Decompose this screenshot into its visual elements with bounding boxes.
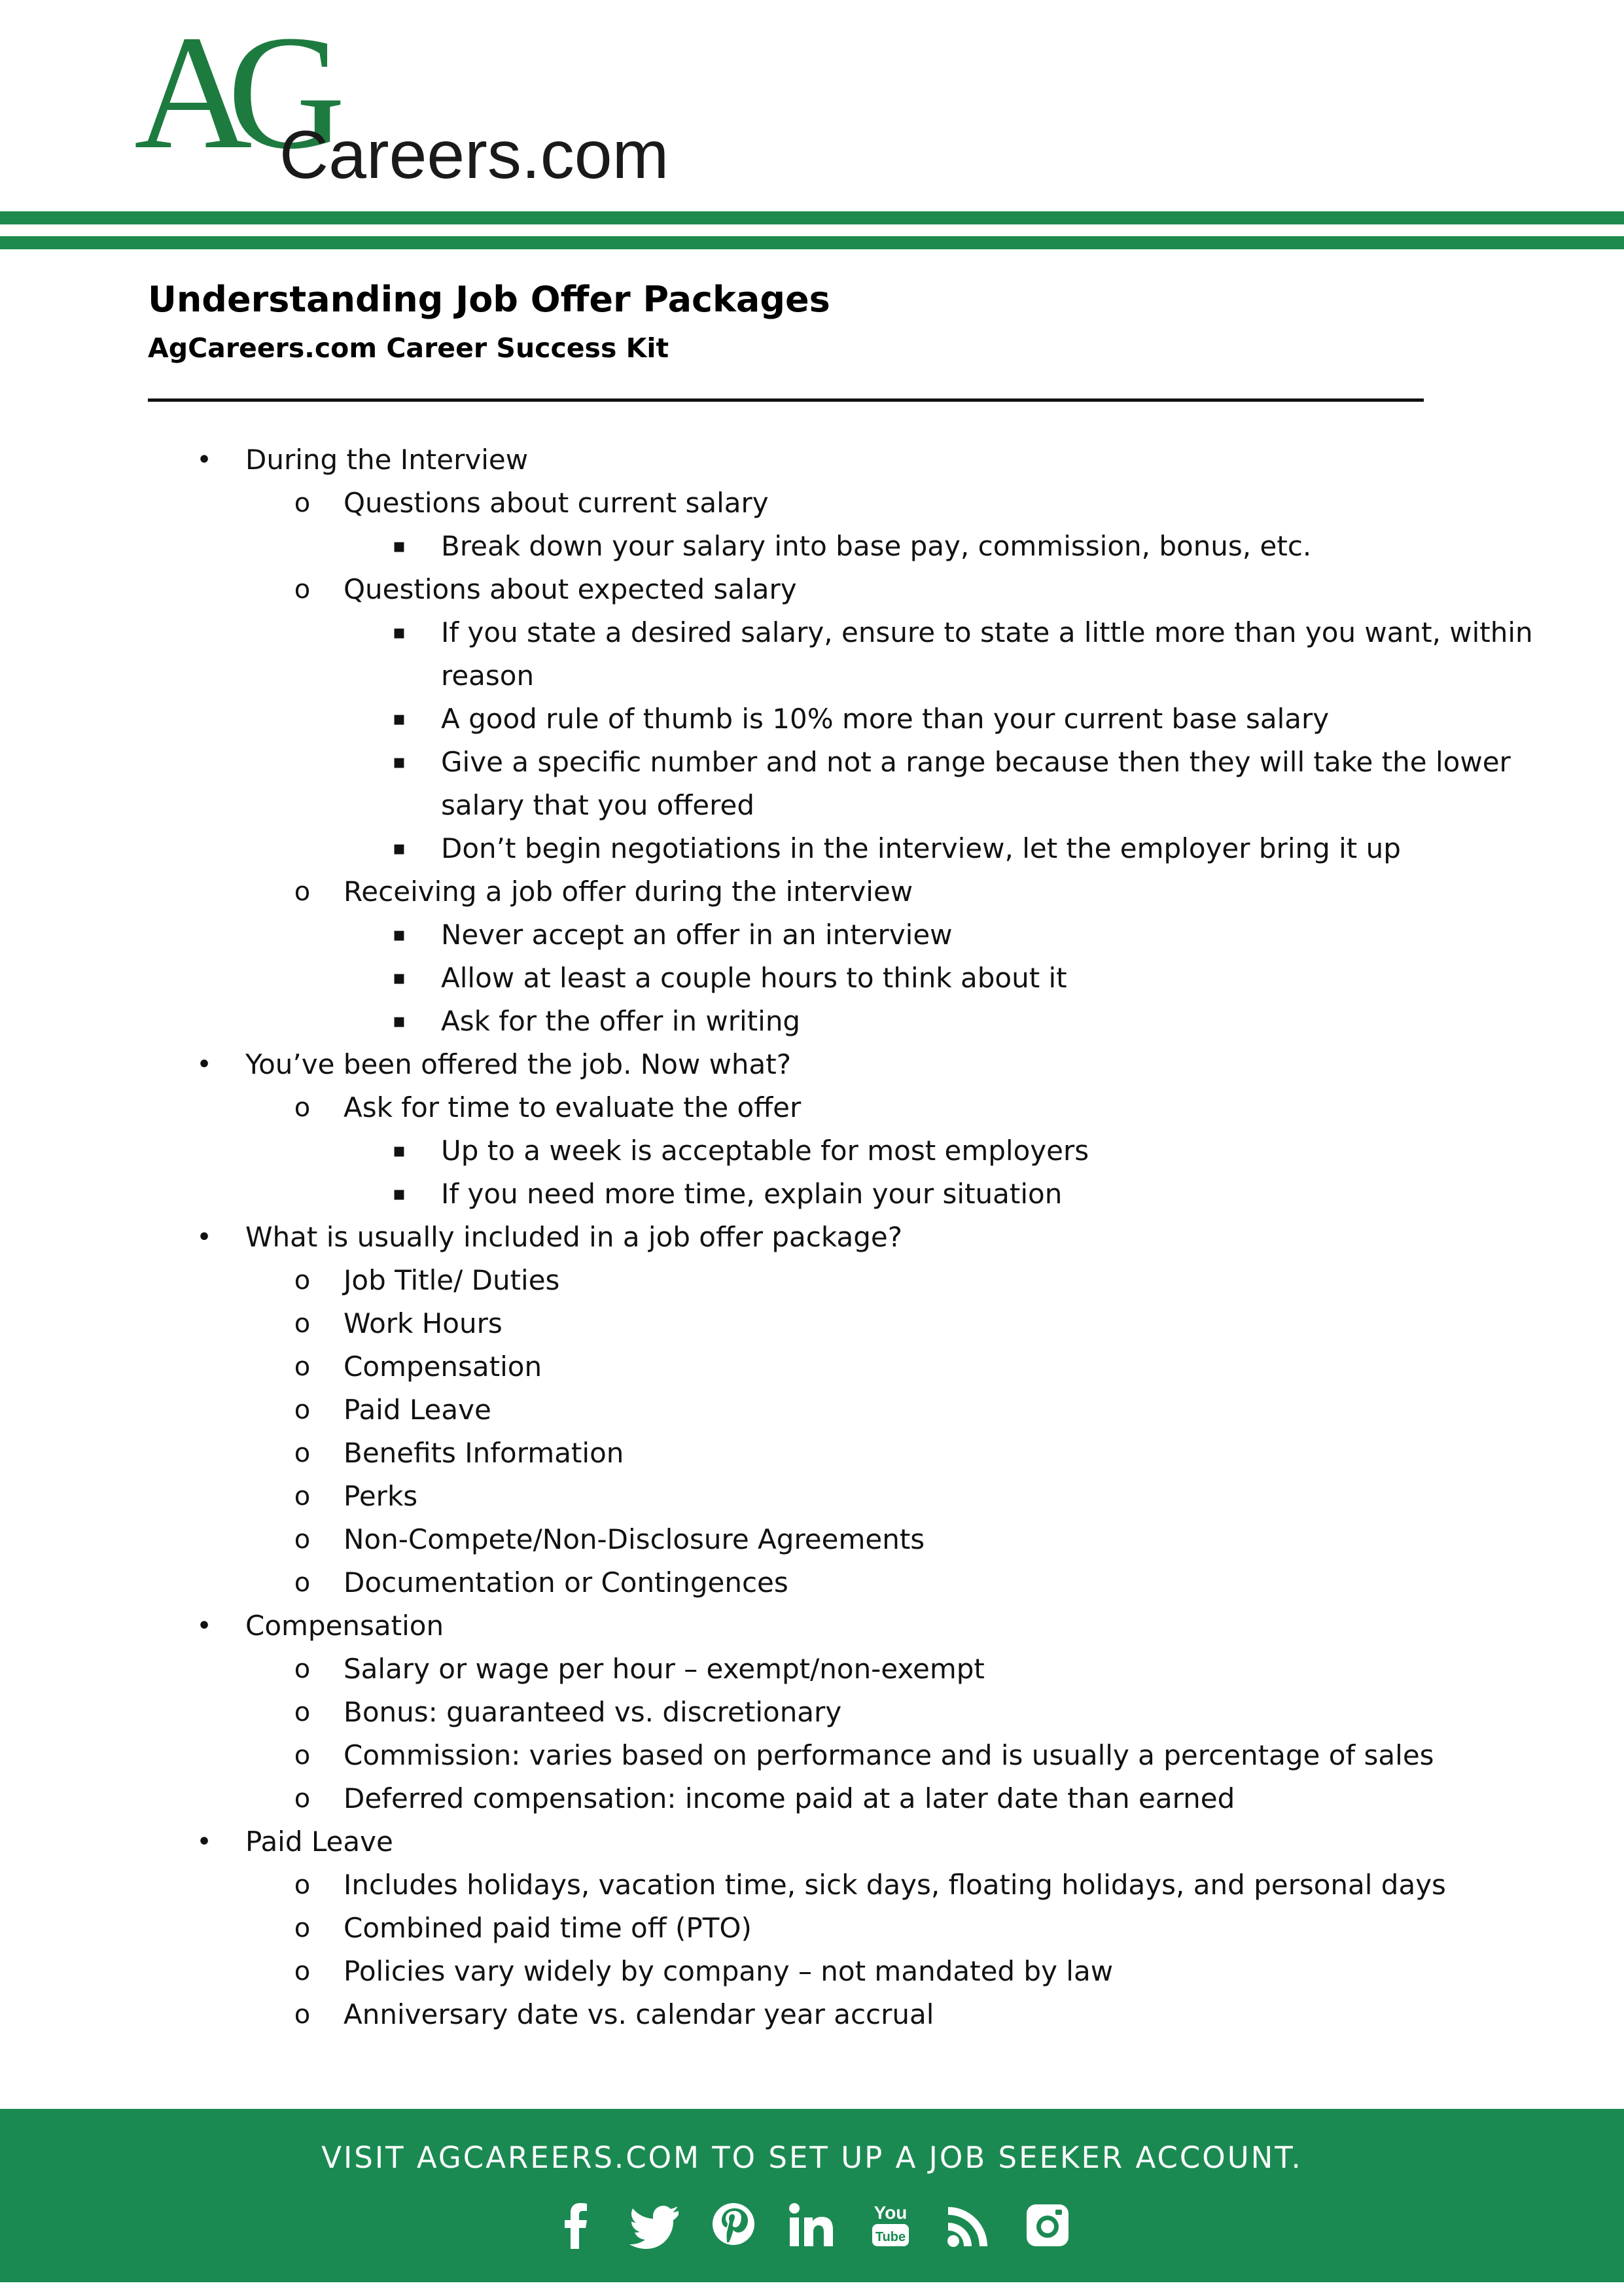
bullet-marker: o [294,1438,311,1468]
outline-item-text: Anniversary date vs. calendar year accrual [344,1998,934,2030]
outline-item-text: Receiving a job offer during the interview [344,875,913,908]
bullet-marker: ▪ [392,535,406,557]
bullet-marker: • [196,445,212,475]
outline-item-level2 [0,1863,1624,1907]
bullet-marker: • [196,1222,212,1252]
bullet-marker: o [294,1093,311,1123]
logo-careers-text: Careers.com [279,117,669,193]
bullet-marker: o [294,1697,311,1727]
outline-item-text: Work Hours [344,1307,503,1339]
outline-item-text: Job Title/ Duties [344,1264,560,1296]
social-links [0,2199,1624,2252]
outline-item-text: Benefits Information [344,1437,624,1469]
bullet-marker: ▪ [392,923,406,946]
outline-item-text: Questions about expected salary [344,573,797,605]
outline-item-text: Up to a week is acceptable for most employers [441,1135,1089,1167]
outline-item-level2 [0,1648,1624,1691]
outline-item-text: Ask for time to evaluate the offer [344,1091,802,1123]
bullet-marker: o [294,1870,311,1900]
outline-item-level3 [0,1173,1624,1216]
outline-item-text: What is usually included in a job offer package? [245,1221,902,1253]
bullet-marker: o [294,2000,311,2030]
outline-item-level2 [0,1432,1624,1475]
bullet-marker: o [294,1913,311,1943]
twitter-icon[interactable] [629,2199,681,2252]
rss-icon[interactable] [943,2199,995,2252]
outline-item-level3 [0,1129,1624,1173]
facebook-icon[interactable] [550,2199,603,2252]
outline-item-level1 [0,1604,1624,1648]
outline-item-text: Compensation [344,1351,542,1383]
outline-item-level2 [0,1388,1624,1432]
bullet-marker: ▪ [392,966,406,989]
bullet-marker: • [196,1050,212,1080]
footer-banner [0,2109,1624,2282]
title-divider [148,398,1424,402]
outline-item-text: You’ve been offered the job. Now what? [245,1048,792,1080]
outline-item-text: During the Interview [245,444,529,476]
outline-item-text: Policies vary widely by company – not mandated by law [344,1955,1114,1987]
youtube-you-text: You [874,2202,908,2223]
outline-item-text: If you state a desired salary, ensure to state a little more than you want, within [441,616,1533,648]
outline-item-level1 [0,438,1624,482]
job-offer-outline [0,438,1624,2036]
outline-item-text: salary that you offered [441,789,754,821]
outline-item-level3 [0,611,1624,654]
outline-item-level3 [0,827,1624,870]
outline-item-text: Salary or wage per hour – exempt/non-exempt [344,1653,985,1685]
outline-item-level1 [0,1043,1624,1086]
outline-item-level2 [0,1993,1624,2036]
outline-item-text: Don’t begin negotiations in the interview, let the employer bring it up [441,832,1401,864]
bullet-marker: o [294,488,311,518]
outline-item-level2 [0,1734,1624,1777]
bullet-marker: ▪ [392,1010,406,1033]
outline-item-level2 [0,1259,1624,1302]
outline-item-level3 [0,1000,1624,1043]
bullet-marker: o [294,1309,311,1339]
bullet-marker: o [294,574,311,605]
bullet-marker: ▪ [392,1139,406,1162]
outline-item-text: Non-Compete/Non-Disclosure Agreements [344,1523,925,1555]
pinterest-icon[interactable] [707,2199,760,2252]
bullet-marker: o [294,1956,311,1987]
page-subtitle: AgCareers.com Career Success Kit [148,332,669,364]
outline-item-level3 [0,957,1624,1000]
outline-item-level1 [0,1820,1624,1863]
outline-item-level3 [0,525,1624,568]
outline-item-text: Questions about current salary [344,487,769,519]
header-rule-bottom [0,236,1624,249]
outline-item-text: Includes holidays, vacation time, sick days, floating holidays, and personal days [344,1869,1446,1901]
instagram-icon[interactable] [1021,2199,1074,2252]
bullet-marker: o [294,1481,311,1511]
outline-item-text: reason [441,660,535,692]
bullet-marker: o [294,1654,311,1684]
outline-item-level2 [0,1777,1624,1820]
outline-item-level2 [0,1561,1624,1604]
youtube-tube-text: Tube [875,2230,906,2244]
outline-item-level2 [0,568,1624,611]
outline-item-level2 [0,870,1624,913]
outline-item-text: Allow at least a couple hours to think about it [441,962,1067,994]
outline-item-text: Compensation [245,1610,444,1642]
bullet-marker: ▪ [392,837,406,860]
bullet-marker: o [294,1740,311,1771]
bullet-marker: o [294,877,311,907]
outline-item-level2 [0,1518,1624,1561]
outline-item-level2 [0,1950,1624,1993]
bullet-marker: o [294,1395,311,1425]
footer-cta: VISIT AGCAREERS.COM TO SET UP A JOB SEEKER ACCOUNT. [321,2140,1303,2175]
outline-item-text: Never accept an offer in an interview [441,919,953,951]
bullet-marker: o [294,1525,311,1555]
outline-item-level2 [0,1691,1624,1734]
agcareers-logo [134,2,669,193]
bullet-marker: o [294,1352,311,1382]
outline-item-text: Perks [344,1480,418,1512]
outline-item-level2 [0,482,1624,525]
bullet-marker: o [294,1265,311,1296]
outline-item-text: If you need more time, explain your situation [441,1178,1063,1210]
outline-item-level2 [0,1345,1624,1388]
header-rule-top [0,211,1624,224]
outline-item-text: Bonus: guaranteed vs. discretionary [344,1696,842,1728]
youtube-icon[interactable] [864,2199,917,2252]
outline-item-continuation [0,784,1624,827]
outline-item-text: Ask for the offer in writing [441,1005,801,1037]
outline-item-level1 [0,1216,1624,1259]
outline-item-text: A good rule of thumb is 10% more than your current base salary [441,703,1330,735]
outline-item-level2 [0,1086,1624,1129]
bullet-marker: o [294,1568,311,1598]
bullet-marker: ▪ [392,707,406,730]
logo-ag-letters: AG [134,2,321,183]
outline-item-level2 [0,1907,1624,1950]
outline-item-text: Deferred compensation: income paid at a later date than earned [344,1782,1235,1814]
bullet-marker: • [196,1611,212,1641]
outline-item-text: Paid Leave [245,1826,393,1858]
linkedin-icon[interactable] [786,2199,838,2252]
outline-item-text: Paid Leave [344,1394,491,1426]
outline-item-level2 [0,1475,1624,1518]
outline-item-text: Documentation or Contingences [344,1566,788,1598]
bullet-marker: ▪ [392,751,406,773]
outline-item-text: Commission: varies based on performance and is usually a percentage of sales [344,1739,1434,1771]
page-title: Understanding Job Offer Packages [148,279,830,320]
bullet-marker: ▪ [392,621,406,644]
outline-item-level2 [0,1302,1624,1345]
outline-item-level3 [0,698,1624,741]
outline-item-level3 [0,741,1624,784]
bullet-marker: ▪ [392,1182,406,1205]
outline-item-level3 [0,913,1624,957]
outline-item-text: Give a specific number and not a range because then they will take the lower [441,746,1511,778]
bullet-marker: o [294,1784,311,1814]
outline-item-text: Combined paid time off (PTO) [344,1912,752,1944]
bullet-marker: • [196,1827,212,1857]
outline-item-text: Break down your salary into base pay, commission, bonus, etc. [441,530,1312,562]
outline-item-continuation [0,654,1624,698]
